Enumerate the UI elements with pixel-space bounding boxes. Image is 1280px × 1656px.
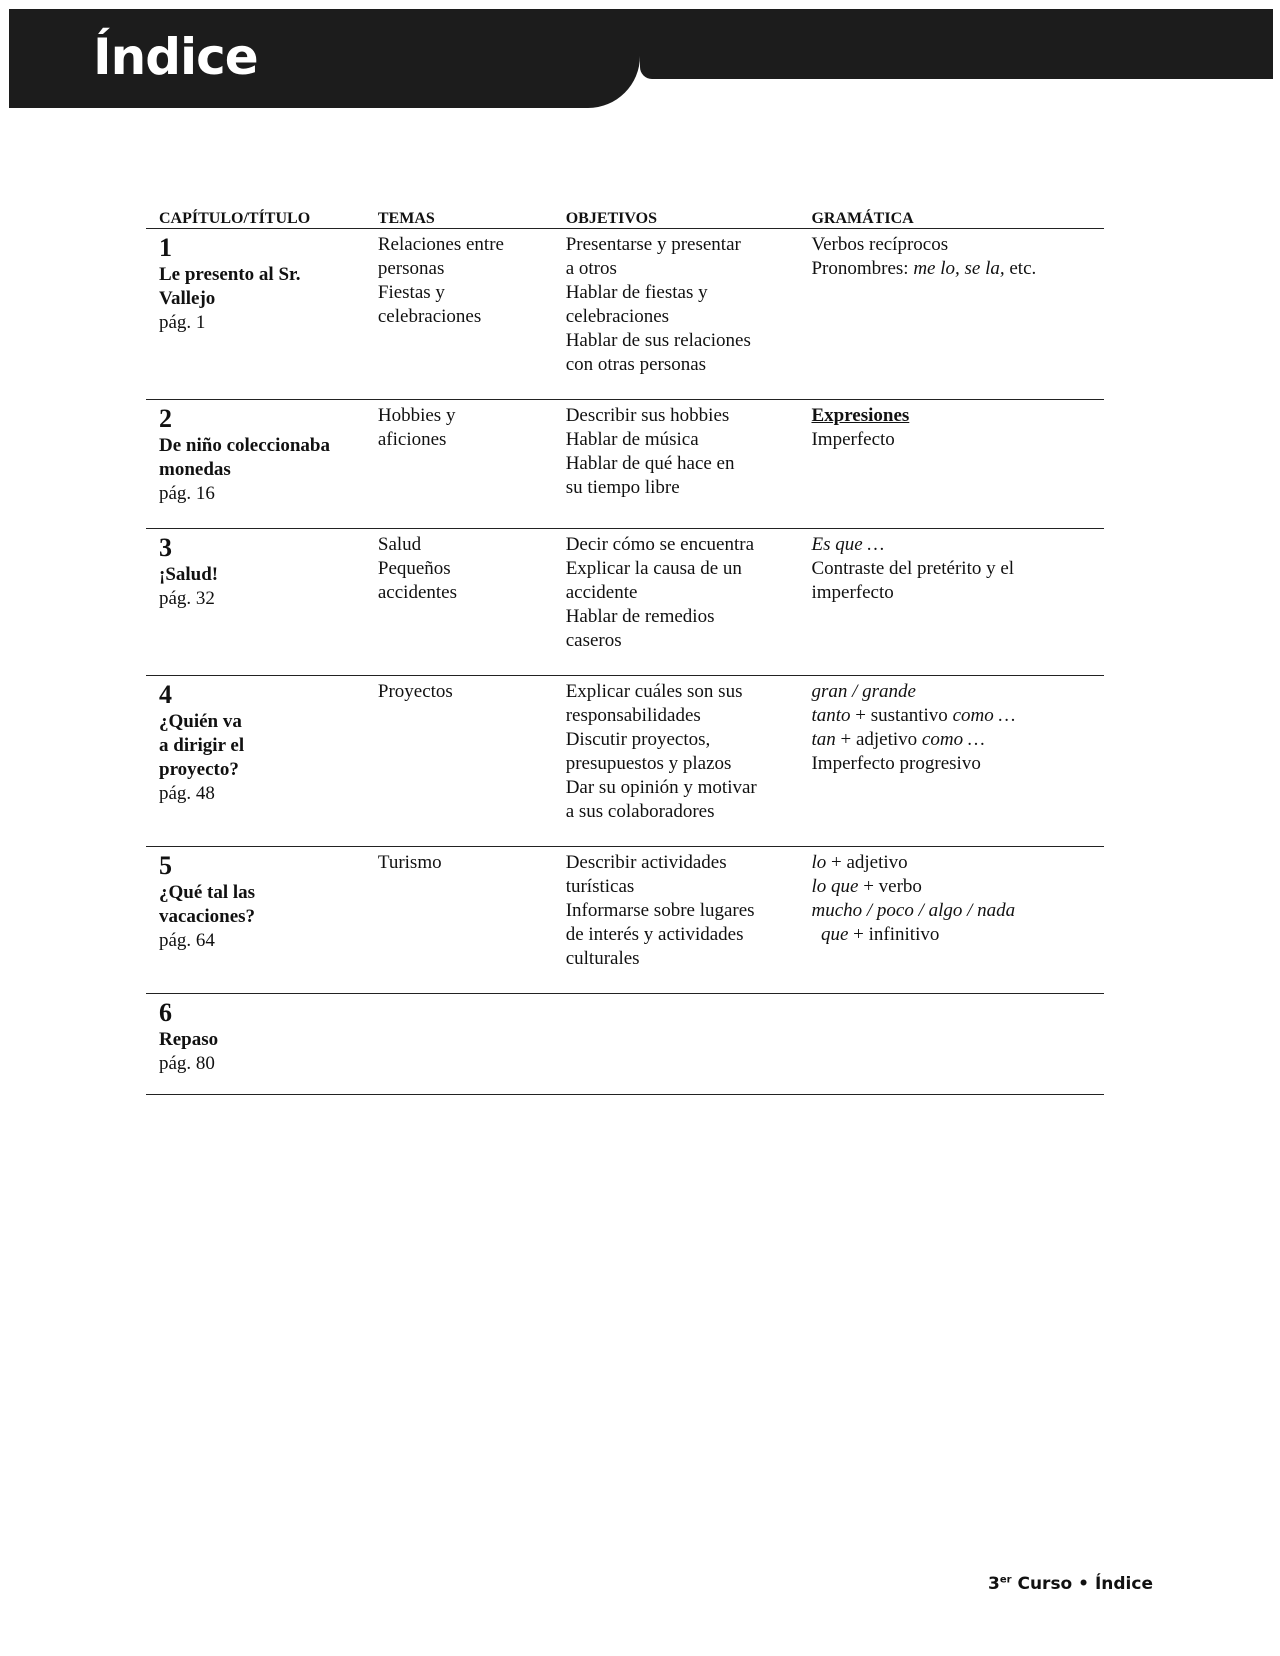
temas-cell xyxy=(365,229,553,400)
gramatica-item: Contraste del pretérito y el imperfecto xyxy=(811,558,1015,603)
tema-item: Turismo xyxy=(377,852,442,873)
table-header-row xyxy=(146,205,1104,229)
chapter-cell xyxy=(146,676,365,847)
chapter-number: 2 xyxy=(159,404,172,433)
chapter-cell xyxy=(146,400,365,529)
objetivos-cell xyxy=(553,847,799,994)
objetivos-cell xyxy=(553,676,799,847)
gramatica-italic: que xyxy=(820,924,849,945)
chapter-number: 5 xyxy=(159,851,172,880)
objetivo-item: Dar su opinión y motivar a sus colaboradores xyxy=(565,777,757,822)
gramatica-item: Imperfecto progresivo xyxy=(811,753,981,774)
objetivo-item: Hablar de música xyxy=(565,429,699,450)
gramatica-text: + adjetivo xyxy=(826,852,908,873)
chapter-number: 3 xyxy=(159,533,172,562)
objetivos-cell xyxy=(553,400,799,529)
gramatica-text: + verbo xyxy=(858,876,922,897)
objetivo-item: Hablar de remedios caseros xyxy=(565,606,715,651)
table-row xyxy=(146,994,1104,1095)
objetivo-item: Explicar la causa de un accidente xyxy=(565,558,742,603)
gramatica-italic: lo que xyxy=(811,876,859,897)
gramatica-item: Expresiones xyxy=(811,405,910,426)
col-header-gramatica: GRAMÁTICA xyxy=(798,205,1104,229)
col-header-objetivos: OBJETIVOS xyxy=(553,205,799,229)
objetivos-cell xyxy=(553,529,799,676)
chapter-title: De niño coleccionaba monedas xyxy=(159,435,330,480)
gramatica-text: etc. xyxy=(1004,258,1037,279)
footer-ordinal: 3 xyxy=(988,1574,1000,1594)
tema-item: Relaciones entre personas xyxy=(377,234,504,279)
chapter-number: 6 xyxy=(159,998,172,1027)
footer-text: Curso • Índice xyxy=(1011,1574,1153,1594)
table-row xyxy=(146,529,1104,676)
col-header-capitulo: CAPÍTULO/TÍTULO xyxy=(146,205,365,229)
table-row xyxy=(146,400,1104,529)
tema-item: Proyectos xyxy=(377,681,453,702)
chapter-page: pág. 32 xyxy=(159,588,215,609)
chapter-title: ¡Salud! xyxy=(159,564,219,585)
chapter-cell xyxy=(146,229,365,400)
page-title: Índice xyxy=(93,28,258,86)
tema-item: Hobbies y aficiones xyxy=(377,405,456,450)
chapter-title: Repaso xyxy=(159,1029,219,1050)
header-banner-extension xyxy=(640,9,1273,79)
gramatica-item: Verbos recíprocos xyxy=(811,234,949,255)
objetivo-item: Presentarse y presentar a otros xyxy=(565,234,741,279)
chapter-number: 1 xyxy=(159,233,172,262)
gramatica-cell xyxy=(798,529,1104,676)
gramatica-item xyxy=(811,257,1091,281)
gramatica-italic: lo xyxy=(811,852,827,873)
temas-cell xyxy=(365,676,553,847)
objetivo-item: Hablar de qué hace en su tiempo libre xyxy=(565,453,735,498)
chapter-page: pág. 64 xyxy=(159,930,215,951)
temas-cell xyxy=(365,400,553,529)
objetivos-cell xyxy=(553,229,799,400)
chapter-cell xyxy=(146,847,365,994)
temas-cell xyxy=(365,529,553,676)
objetivo-item: Informarse sobre lugares de interés y actividades culturales xyxy=(565,900,755,969)
objetivo-item: Describir sus hobbies xyxy=(565,405,730,426)
objetivo-item: Hablar de sus relaciones con otras personas xyxy=(565,330,751,375)
gramatica-item xyxy=(811,728,1091,752)
gramatica-cell xyxy=(798,400,1104,529)
gramatica-italic: como … xyxy=(952,705,1016,726)
gramatica-item: gran / grande xyxy=(811,681,916,702)
gramatica-cell xyxy=(798,847,1104,994)
objetivo-item: Discutir proyectos, presupuestos y plazos xyxy=(565,729,732,774)
objetivo-item: Hablar de fiestas y celebraciones xyxy=(565,282,708,327)
table-row xyxy=(146,676,1104,847)
gramatica-item xyxy=(811,923,1091,947)
page-footer xyxy=(988,1574,1153,1594)
chapter-title: ¿Qué tal las vacaciones? xyxy=(159,882,256,927)
col-header-temas: TEMAS xyxy=(365,205,553,229)
chapter-cell xyxy=(146,994,365,1095)
temas-cell xyxy=(365,994,553,1095)
gramatica-text: + adjetivo xyxy=(835,729,922,750)
gramatica-italic: me lo, se la, xyxy=(913,258,1005,279)
temas-cell xyxy=(365,847,553,994)
gramatica-item: Es que … xyxy=(811,534,885,555)
gramatica-text: + sustantivo xyxy=(850,705,953,726)
objetivos-cell xyxy=(553,994,799,1095)
table-row xyxy=(146,847,1104,994)
gramatica-item xyxy=(811,851,1091,875)
tema-item: Pequeños accidentes xyxy=(377,558,457,603)
tema-item: Salud xyxy=(377,534,422,555)
gramatica-cell xyxy=(798,229,1104,400)
objetivo-item: Explicar cuáles son sus responsabilidades xyxy=(565,681,743,726)
objetivo-item: Describir actividades turísticas xyxy=(565,852,727,897)
chapter-number: 4 xyxy=(159,680,172,709)
chapter-title: ¿Quién va a dirigir el proyecto? xyxy=(159,711,245,780)
chapter-page: pág. 48 xyxy=(159,783,215,804)
chapter-page: pág. 80 xyxy=(159,1053,215,1074)
chapter-title: Le presento al Sr. Vallejo xyxy=(159,264,301,309)
table-row xyxy=(146,229,1104,400)
gramatica-italic: como … xyxy=(921,729,985,750)
chapter-cell xyxy=(146,529,365,676)
gramatica-item: mucho / poco / algo / nada xyxy=(811,900,1016,921)
gramatica-text: Pronombres: xyxy=(811,258,914,279)
gramatica-text: + infinitivo xyxy=(848,924,940,945)
toc-table xyxy=(146,205,1104,1095)
gramatica-italic: tan xyxy=(811,729,836,750)
chapter-page: pág. 1 xyxy=(159,312,206,333)
gramatica-item xyxy=(811,704,1091,728)
chapter-page: pág. 16 xyxy=(159,483,215,504)
tema-item: Fiestas y celebraciones xyxy=(377,282,482,327)
gramatica-cell xyxy=(798,994,1104,1095)
objetivo-item: Decir cómo se encuentra xyxy=(565,534,755,555)
gramatica-cell xyxy=(798,676,1104,847)
gramatica-item xyxy=(811,875,1091,899)
footer-ordinal-suffix: er xyxy=(999,1574,1012,1586)
gramatica-item: Imperfecto xyxy=(811,429,895,450)
gramatica-italic: tanto xyxy=(811,705,851,726)
